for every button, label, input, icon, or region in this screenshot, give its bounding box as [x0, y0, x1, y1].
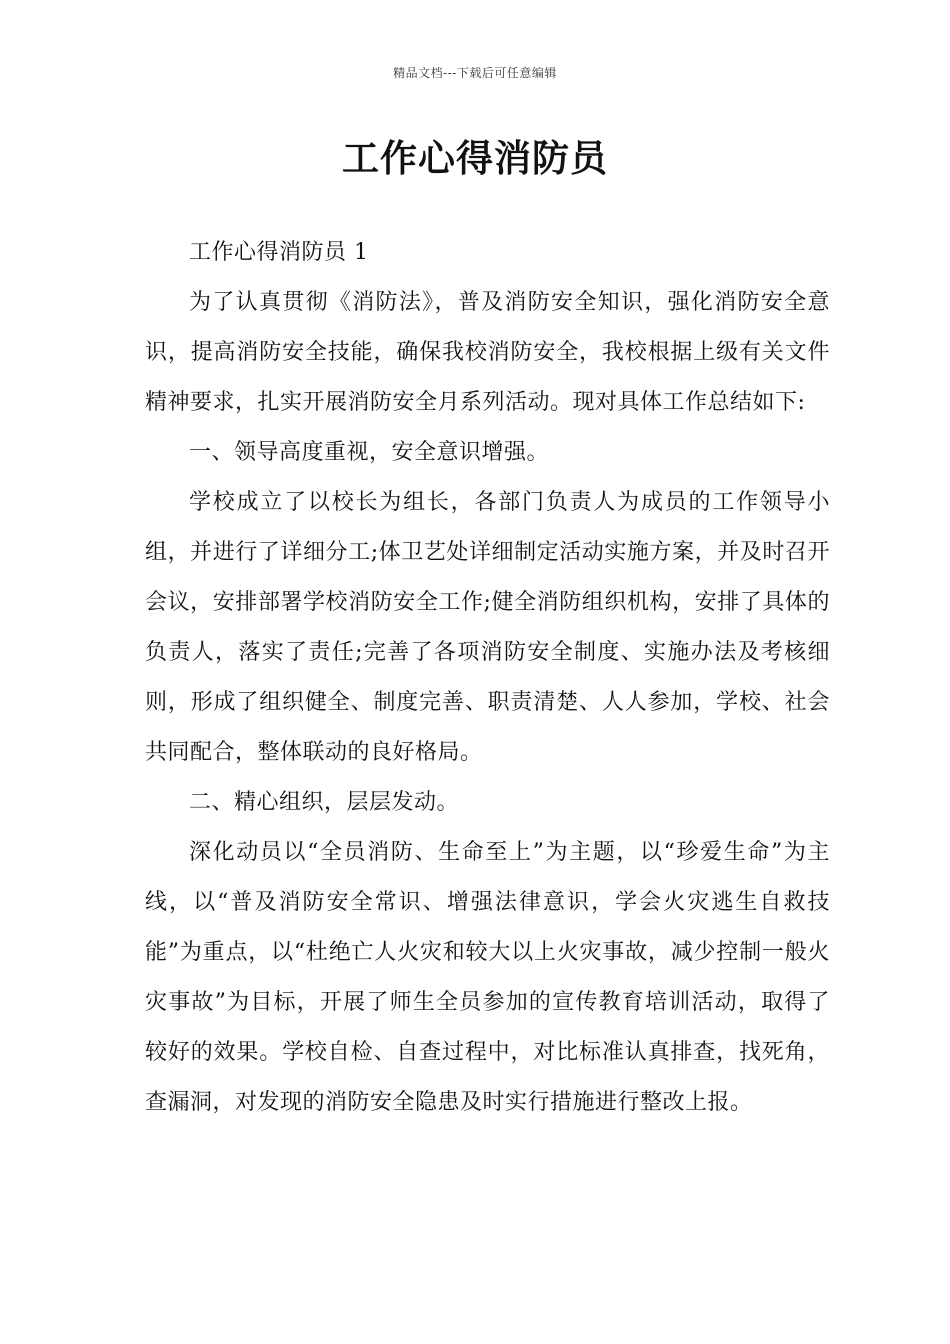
section-heading-1: 一、领导高度重视，安全意识增强。	[189, 440, 550, 465]
document-body	[145, 228, 830, 1128]
section-heading-2: 二、精心组织，层层发动。	[189, 790, 460, 815]
section-subtitle: 工作心得消防员 1	[189, 240, 369, 265]
paragraph-leadership: 学校成立了以校长为组长，各部门负责人为成员的工作领导小组，并进行了详细分工;体卫艺处详细制定活动实施方案，并及时召开会议，安排部署学校消防安全工作;健全消防组织机构，安排了具体的负责人，落实了责任;完善了各项消防安全制度、实施办法及考核细则，形成了组织健全、制度完善、职责清楚、人人参加，学校、社会共同配合，整体联动的良好格局。	[145, 490, 830, 765]
document-title: 工作心得消防员	[342, 137, 608, 180]
paragraph-intro: 为了认真贯彻《消防法》，普及消防安全知识，强化消防安全意识，提高消防安全技能，确保我校消防安全，我校根据上级有关文件精神要求，扎实开展消防安全月系列活动。现对具体工作总结如下:	[145, 290, 830, 415]
paragraph-mobilization: 深化动员以“全员消防、生命至上”为主题，以“珍爱生命”为主线，以“普及消防安全常识、增强法律意识，学会火灾逃生自救技能”为重点，以“杜绝亡人火灾和较大以上火灾事故，减少控制一般火灾事故”为目标，开展了师生全员参加的宣传教育培训活动，取得了较好的效果。学校自检、自查过程中，对比标准认真排查，找死角，查漏洞，对发现的消防安全隐患及时实行措施进行整改上报。	[145, 840, 830, 1115]
header-note: 精品文档---下载后可任意编辑	[393, 66, 557, 80]
